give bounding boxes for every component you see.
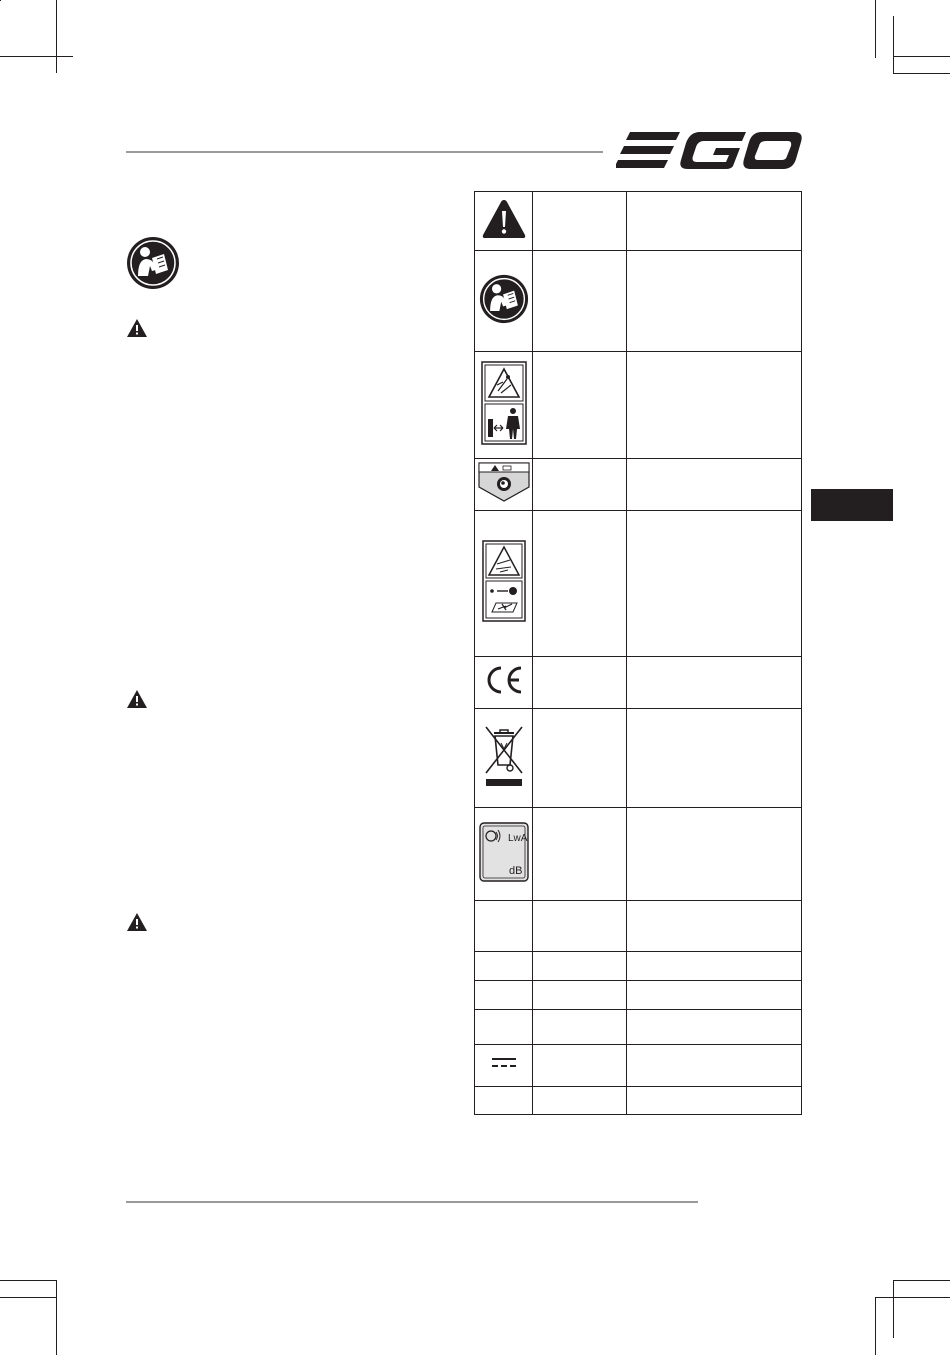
crop-mark-top-right-vertical-2 [893,16,894,73]
description-cell [627,511,802,657]
ego-logo-mark [616,128,802,172]
description-cell [627,192,802,251]
direct-current-icon [491,1056,517,1070]
symbol-cell [475,511,533,657]
symbol-table [474,191,802,1115]
ego-logo [616,128,802,172]
warning-triangle-icon [481,198,527,240]
sound-label-db: dB [508,864,522,877]
symbol-cell [475,1087,533,1115]
description-cell [627,1045,802,1087]
description-cell [627,952,802,981]
description-cell [627,808,802,901]
symbol-cell [475,1010,533,1045]
term-cell [533,459,627,511]
term-cell [533,952,627,981]
warning-triangle-icon [126,318,148,338]
symbol-cell [475,251,533,352]
description-cell [627,901,802,952]
symbol-cell [475,808,533,901]
crop-mark-top-left-vertical-inner [0,0,1,1]
crop-mark-top-left-horizontal [0,56,73,57]
read-manual-icon [479,274,529,324]
description-cell [627,352,802,459]
crop-mark-top-right-vertical [875,0,876,58]
table-row [475,251,802,352]
table-row [475,459,802,511]
language-tab-marker [811,489,893,521]
table-row [475,1087,802,1115]
description-cell [627,459,802,511]
table-row [475,192,802,251]
crop-mark-bottom-left-vertical [56,1280,57,1355]
table-row [475,808,802,901]
crop-mark-bottom-left-horizontal-2 [0,1280,57,1281]
eye-protection-label-icon [477,461,531,503]
header-rule [126,151,603,153]
crop-mark-bottom-left-horizontal [0,1297,57,1298]
term-cell [533,192,627,251]
term-cell [533,709,627,808]
symbol-cell [475,1045,533,1087]
description-cell [627,709,802,808]
read-manual-icon [126,236,180,290]
crop-mark-top-right-horizontal-2 [893,73,950,74]
table-row [475,709,802,808]
description-cell [627,1087,802,1115]
table-row [475,352,802,459]
table-row [475,901,802,952]
table-row [475,1010,802,1045]
table-row [475,511,802,657]
sound-power-level-icon [479,822,529,882]
description-cell [627,1010,802,1045]
weee-crossed-bin-icon [482,723,526,789]
symbol-cell [475,192,533,251]
thrown-objects-keep-distance-icon [481,361,527,445]
term-cell [533,901,627,952]
ce-mark-icon [484,665,524,695]
symbol-cell [475,952,533,981]
symbol-cell [475,709,533,808]
footer-rule [126,1201,698,1203]
remove-key-before-maintenance-icon [482,540,526,622]
term-cell [533,657,627,709]
term-cell [533,511,627,657]
term-cell [533,981,627,1010]
description-cell [627,657,802,709]
table-row [475,1045,802,1087]
term-cell [533,251,627,352]
description-cell [627,981,802,1010]
term-cell [533,352,627,459]
term-cell [533,1087,627,1115]
table-row [475,952,802,981]
symbol-cell [475,352,533,459]
crop-mark-bottom-right-horizontal [893,1280,950,1281]
sound-label-lwa: LwA [507,832,527,844]
warning-triangle-icon [126,689,148,709]
symbol-cell [475,459,533,511]
symbol-cell [475,901,533,952]
term-cell [533,1010,627,1045]
crop-mark-top-right-horizontal [893,56,950,57]
crop-mark-bottom-right-vertical [875,1297,876,1355]
table-row [475,657,802,709]
term-cell [533,808,627,901]
symbol-cell [475,657,533,709]
symbol-cell [475,981,533,1010]
term-cell [533,1045,627,1087]
crop-mark-bottom-right-vertical-2 [893,1280,894,1338]
description-cell [627,251,802,352]
table-row [475,981,802,1010]
crop-mark-bottom-right-horizontal-2 [875,1297,950,1298]
crop-mark-top-left-vertical [56,0,57,73]
warning-triangle-icon [126,912,148,932]
